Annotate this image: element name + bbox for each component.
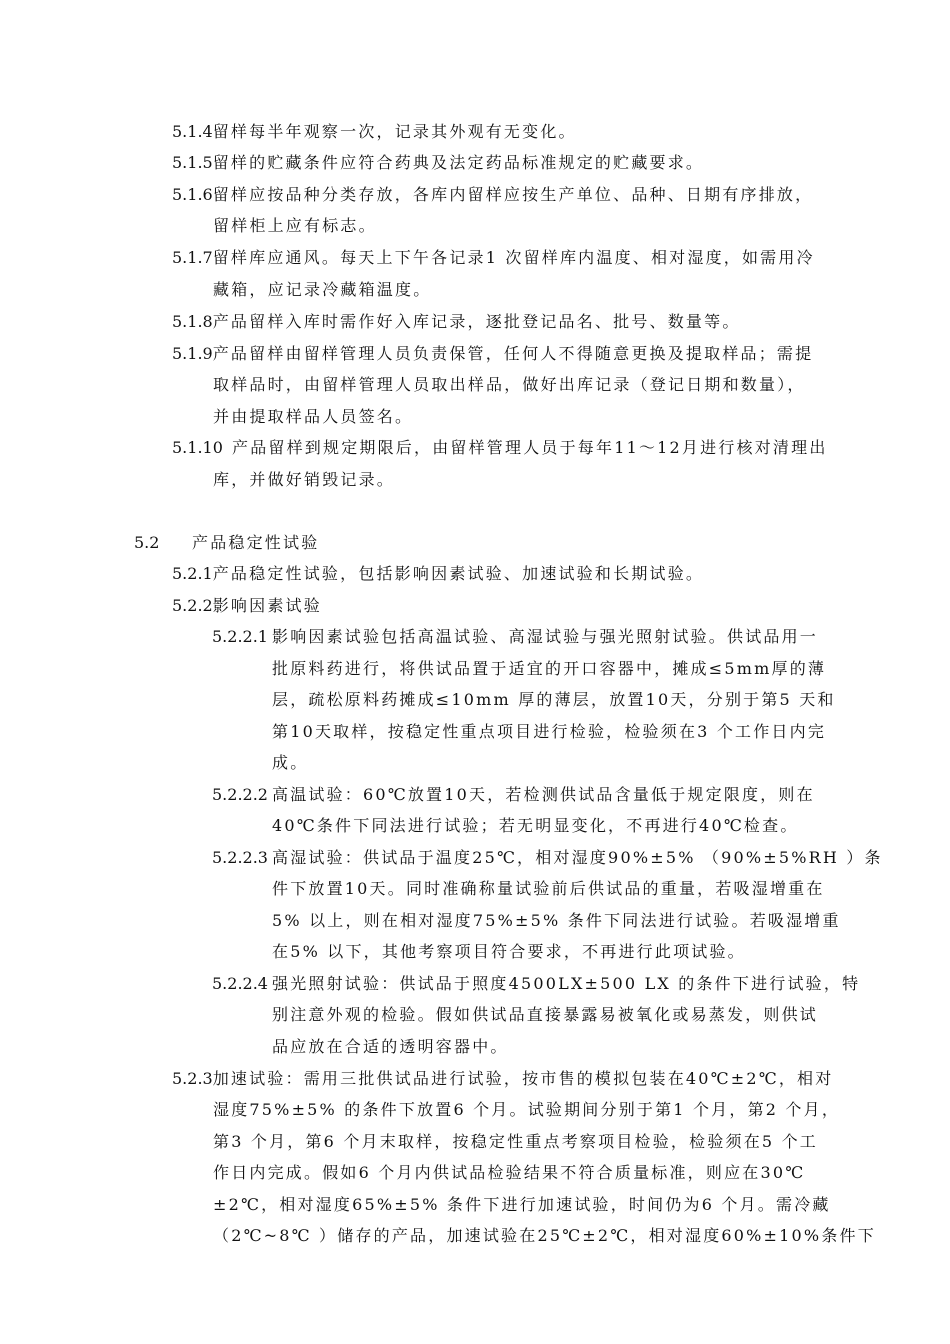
clause-number: 5.2.1 <box>172 564 213 583</box>
clause-5-2-2-3-cont <box>272 905 841 936</box>
clause-number: 5.1.6 <box>172 185 213 204</box>
clause-text-line: 湿度75%±5% 的条件下放置6 个月。试验期间分别于第1 个月，第2 个月， <box>213 1100 841 1119</box>
clause-5-2-2-3 <box>212 842 883 873</box>
clause-number: 5.2.3 <box>172 1069 213 1088</box>
clause-text-line: 藏箱，应记录冷藏箱温度。 <box>213 280 432 299</box>
clause-text-line: 第3 个月，第6 个月末取样，按稳定性重点考察项目检验，检验须在5 个工 <box>213 1132 818 1151</box>
clause-text-line: 并由提取样品人员签名。 <box>213 407 414 426</box>
clause-number: 5.2.2.2 <box>212 785 268 804</box>
clause-text-line: 批原料药进行，将供试品置于适宜的开口容器中，摊成≤5mm厚的薄 <box>272 659 827 678</box>
clause-number: 5.2.2.3 <box>212 848 268 867</box>
clause-text-line: 成。 <box>272 753 309 772</box>
clause-text-line: 库，并做好销毁记录。 <box>213 470 396 489</box>
clause-5-1-7 <box>172 242 815 273</box>
clause-text-line: 作日内完成。假如6 个月内供试品检验结果不符合质量标准，则应在30℃ <box>213 1163 806 1182</box>
clause-number: 5.2.2.1 <box>212 627 268 646</box>
clause-text-line: 40℃条件下同法进行试验；若无明显变化，不再进行40℃检查。 <box>272 816 799 835</box>
clause-5-2-2-1-cont <box>272 716 826 747</box>
clause-5-2-2 <box>172 590 322 621</box>
clause-number: 5.1.7 <box>172 248 213 267</box>
clause-text-line: 别注意外观的检验。假如供试品直接暴露易被氧化或易蒸发，则供试 <box>272 1005 819 1024</box>
clause-text-line: 第10天取样，按稳定性重点项目进行检验，检验须在3 个工作日内完 <box>272 722 827 741</box>
clause-5-2-2-2 <box>212 779 815 810</box>
clause-5-2-3-cont <box>213 1189 831 1220</box>
clause-5-2-2-1-cont <box>272 684 836 715</box>
clause-text-line: 取样品时，由留样管理人员取出样品，做好出库记录（登记日期和数量）， <box>213 375 806 394</box>
clause-5-2-3-cont <box>213 1094 840 1125</box>
clause-text-line: 留样应按品种分类存放，各库内留样应按生产单位、品种、日期有序排放， <box>212 185 814 204</box>
clause-number: 5.1.5 <box>172 153 213 172</box>
clause-5-1-9-cont <box>213 401 413 432</box>
section-heading-5-2 <box>134 527 319 558</box>
clause-number: 5.1.8 <box>172 312 213 331</box>
section-title: 产品稳定性试验 <box>192 533 320 552</box>
clause-text-line: 影响因素试验包括高温试验、高湿试验与强光照射试验。供试品用一 <box>272 627 819 646</box>
clause-5-1-9-cont <box>213 369 806 400</box>
clause-5-2-2-3-cont <box>272 873 825 904</box>
clause-5-1-5 <box>172 147 704 178</box>
clause-text-line: 层，疏松原料药摊成≤10mm 厚的薄层，放置10天，分别于第5 天和 <box>272 690 836 709</box>
clause-number: 5.1.9 <box>172 344 213 363</box>
clause-text-line: 品应放在合适的透明容器中。 <box>272 1037 509 1056</box>
section-number: 5.2 <box>134 533 160 552</box>
clause-number: 5.1.10 <box>172 438 223 457</box>
clause-text-line: 留样柜上应有标志。 <box>213 216 377 235</box>
clause-5-2-1 <box>172 558 704 589</box>
clause-5-1-4 <box>172 116 577 147</box>
clause-5-2-2-4-cont <box>272 999 818 1030</box>
clause-5-2-3-cont <box>213 1220 876 1251</box>
clause-text-line: （2℃~8℃ ）储存的产品，加速试验在25℃±2℃，相对湿度60%±10%条件下 <box>213 1226 876 1245</box>
clause-5-2-2-1-cont <box>272 653 826 684</box>
clause-5-1-6 <box>172 179 813 210</box>
clause-number: 5.2.2 <box>172 596 213 615</box>
clause-text: 产品稳定性试验，包括影响因素试验、加速试验和长期试验。 <box>212 564 705 583</box>
clause-text-line: 在5% 以下，其他考察项目符合要求，不再进行此项试验。 <box>272 942 746 961</box>
clause-text: 影响因素试验 <box>212 596 322 615</box>
clause-text-line: 加速试验：需用三批供试品进行试验，按市售的模拟包装在40℃±2℃，相对 <box>212 1069 834 1088</box>
clause-text: 产品留样入库时需作好入库记录，逐批登记品名、批号、数量等。 <box>212 312 741 331</box>
clause-5-1-7-cont <box>213 274 431 305</box>
clause-5-1-10 <box>172 432 828 463</box>
clause-5-2-3 <box>172 1063 833 1094</box>
clause-5-2-2-1-cont <box>272 747 308 778</box>
clause-text: 留样的贮藏条件应符合药典及法定药品标准规定的贮藏要求。 <box>212 153 705 172</box>
clause-text-line: 强光照射试验：供试品于照度4500LX±500 LX 的条件下进行试验，特 <box>272 974 861 993</box>
clause-5-1-6-cont <box>213 210 377 241</box>
clause-text-line: 高温试验：60℃放置10天，若检测供试品含量低于规定限度，则在 <box>272 785 815 804</box>
clause-5-1-10-cont <box>213 464 395 495</box>
clause-number: 5.2.2.4 <box>212 974 268 993</box>
clause-5-2-2-4-cont <box>272 1031 509 1062</box>
clause-text-line: 5% 以上，则在相对湿度75%±5% 条件下同法进行试验。若吸湿增重 <box>272 911 841 930</box>
clause-5-1-9 <box>172 338 813 369</box>
clause-text-line: 产品留样到规定期限后，由留样管理人员于每年11～12月进行核对清理出 <box>232 438 828 457</box>
clause-text-line: 产品留样由留样管理人员负责保管，任何人不得随意更换及提取样品；需提 <box>212 344 814 363</box>
clause-5-1-8 <box>172 306 741 337</box>
clause-5-2-2-2-cont <box>272 810 799 841</box>
clause-number: 5.1.4 <box>172 122 213 141</box>
clause-text: 留样每半年观察一次，记录其外观有无变化。 <box>212 122 577 141</box>
clause-text-line: ±2℃，相对湿度65%±5% 条件下进行加速试验，时间仍为6 个月。需冷藏 <box>213 1195 831 1214</box>
clause-5-2-2-3-cont <box>272 936 746 967</box>
clause-text-line: 高湿试验：供试品于温度25℃，相对湿度90%±5% （90%±5%RH ）条 <box>272 848 883 867</box>
clause-5-2-3-cont <box>213 1126 818 1157</box>
clause-5-2-3-cont <box>213 1157 805 1188</box>
clause-5-2-2-4 <box>212 968 860 999</box>
clause-5-2-2-1 <box>212 621 818 652</box>
clause-text-line: 件下放置10天。同时准确称量试验前后供试品的重量，若吸湿增重在 <box>272 879 825 898</box>
clause-text-line: 留样库应通风。每天上下午各记录1 次留样库内温度、相对湿度，如需用冷 <box>212 248 815 267</box>
